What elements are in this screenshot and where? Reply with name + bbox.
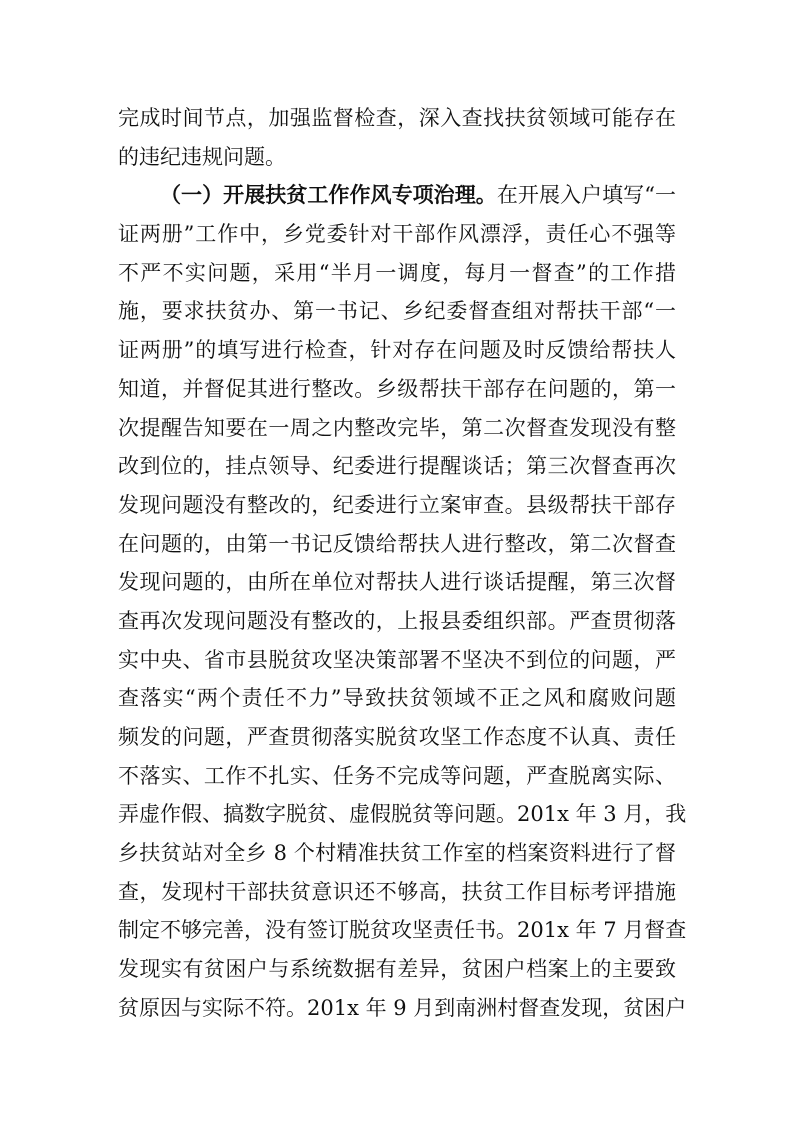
document-page — [118, 99, 687, 1028]
text-line: 的违纪违规问题。 — [118, 144, 286, 169]
text-line: 发现实有贫困户与系统数据有差异，贫困户档案上的主要致 — [118, 957, 676, 982]
text-line: 制定不够完善，没有签订脱贫攻坚责任书。201x 年 7 月督查 — [118, 918, 687, 943]
text-line: 查落实“两个责任不力”导致扶贫领域不正之风和腐败问题 — [118, 686, 676, 711]
text-line: 实中央、省市县脱贫攻坚决策部署不坚决不到位的问题，严 — [118, 647, 676, 672]
text-line: 乡扶贫站对全乡 8 个村精准扶贫工作室的档案资料进行了督 — [118, 841, 676, 866]
text-line: 证两册”工作中，乡党委针对干部作风漂浮，责任心不强等 — [118, 222, 676, 247]
text-line: 不落实、工作不扎实、任务不完成等问题，严查脱离实际、 — [118, 763, 676, 788]
text-line: 改到位的，挂点领导、纪委进行提醒谈话；第三次督查再次 — [118, 454, 676, 479]
text-line: 频发的问题，严查贯彻落实脱贫攻坚工作态度不认真、责任 — [118, 725, 676, 749]
text-line: 知道，并督促其进行整改。乡级帮扶干部存在问题的，第一 — [118, 376, 676, 401]
text-line: 次提醒告知要在一周之内整改完毕，第二次督查发现没有整 — [118, 415, 676, 440]
text-line: 发现问题没有整改的，纪委进行立案审查。县级帮扶干部存 — [118, 492, 676, 517]
text-line: 贫原因与实际不符。201x 年 9 月到南洲村督查发现，贫困户 — [118, 995, 687, 1020]
text-line: 完成时间节点，加强监督检查，深入查找扶贫领域可能存在 — [118, 106, 676, 130]
text-line: 查再次发现问题没有整改的，上报县委组织部。严查贯彻落 — [118, 608, 676, 633]
text-line: 查，发现村干部扶贫意识还不够高，扶贫工作目标考评措施 — [118, 879, 676, 904]
text-line: 发现问题的，由所在单位对帮扶人进行谈话提醒，第三次督 — [118, 570, 676, 595]
text-line: 在问题的，由第一书记反馈给帮扶人进行整改，第二次督查 — [118, 531, 676, 556]
text-line: 证两册”的填写进行检查，针对存在问题及时反馈给帮扶人 — [118, 338, 676, 363]
text-span: 在开展入户填写“一 — [496, 183, 676, 208]
section-heading-line — [118, 176, 676, 215]
section-heading: （一）开展扶贫工作作风专项治理。 — [160, 182, 497, 208]
text-line: 弄虚作假、搞数字脱贫、虚假脱贫等问题。201x 年 3 月，我 — [118, 802, 687, 827]
text-line: 不严不实问题，采用“半月一调度，每月一督查”的工作措 — [118, 260, 676, 285]
text-line: 施，要求扶贫办、第一书记、乡纪委督查组对帮扶干部“一 — [118, 299, 676, 324]
